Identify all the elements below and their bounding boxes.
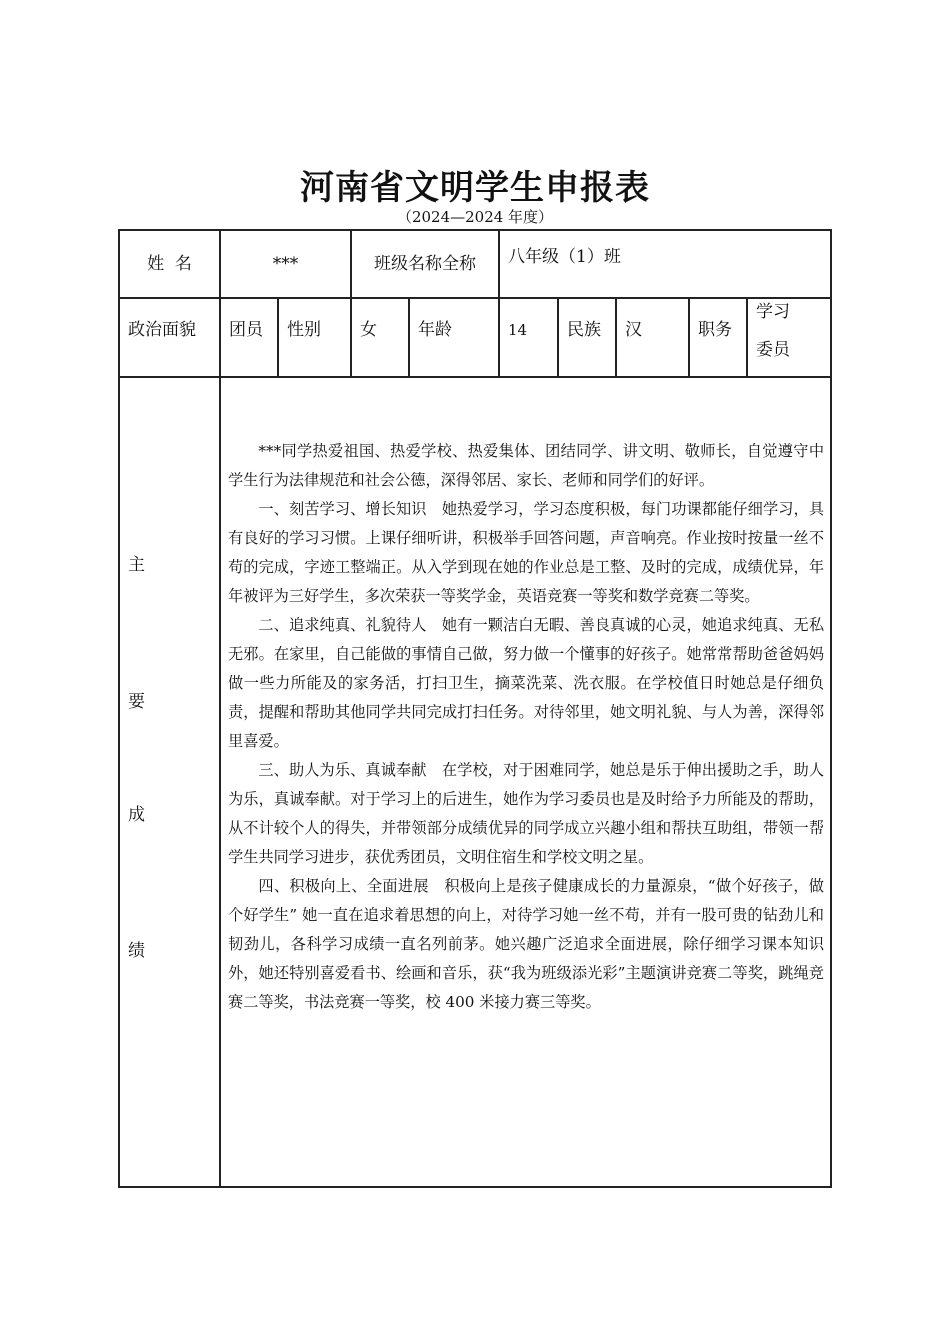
ethnicity-value: 汉 xyxy=(625,320,642,340)
achievements-paragraph: 三、助人为乐、真诚奉献 在学校，对于困难同学，她总是乐于伸出援助之手，助人为乐，真诚奉献。对于学习上的后进生，她作为学习委员也是及时给予力所能及的帮助，从不计较个人的得失，并带领部分成绩优异的同学成立兴趣小组和帮扶互助组，带领一帮学生共同学习进步，获优秀团员，文明住宿生和学校文明之星。 xyxy=(228,761,824,866)
achievements-body xyxy=(228,437,824,1017)
position-value xyxy=(756,299,830,375)
achievements-paragraph: 二、追求纯真、礼貌待人 她有一颗洁白无暇、善良真诚的心灵，她追求纯真、无私无邪。在家里，自己能做的事情自己做，努力做一个懂事的好孩子。她常常帮助爸爸妈妈做一些力所能及的家务活，打扫卫生，摘菜洗菜、洗衣服。在学校值日时她总是仔细负责，提醒和帮助其他同学共同完成打扫任务。对待邻里，她文明礼貌、与人为善，深得邻里喜爱。 xyxy=(228,616,824,750)
table-border-left xyxy=(118,229,120,1187)
gender-label: 性别 xyxy=(287,320,321,340)
position-value-line2: 委员 xyxy=(756,340,790,360)
age-value: 14 xyxy=(508,321,528,339)
achievements-label-char-3: 成 xyxy=(128,805,145,825)
position-label: 职务 xyxy=(698,320,732,340)
class-value: 八年级（1）班 xyxy=(508,247,621,267)
political-value: 团员 xyxy=(229,320,263,340)
position-value-line1: 学习 xyxy=(756,302,790,322)
ethnicity-label: 民族 xyxy=(567,320,601,340)
achievements-paragraph: ***同学热爱祖国、热爱学校、热爱集体、团结同学、讲文明、敬师长，自觉遵守中学生行为法律规范和社会公德，深得邻居、家长、老师和同学们的好评。 xyxy=(228,442,824,489)
achievements-paragraph: 一、刻苦学习、增长知识 她热爱学习，学习态度积极，每门功课都能仔细学习，具有良好的学习习惯。上课仔细听讲，积极举手回答问题，声音响亮。作业按时按量一丝不苟的完成，字迹工整端正。从入学到现在她的作业总是工整、及时的完成，成绩优异，年年被评为三好学生，多次荣获一等奖学金，英语竞赛一等奖和数学竞赛二等奖。 xyxy=(228,500,824,605)
table-border-right xyxy=(830,229,832,1187)
table-border-bottom xyxy=(118,1186,832,1188)
name-value: *** xyxy=(272,254,299,274)
year-range: （2024—2024 年度） xyxy=(396,208,554,226)
achievements-label-char-1: 主 xyxy=(128,555,145,575)
achievements-paragraph: 四、积极向上、全面进展 积极向上是孩子健康成长的力量源泉，“做个好孩子，做个好学生” 她一直在追求着思想的向上，对待学习她一丝不苟，并有一股可贵的钻劲儿和韧劲儿，各科学习成绩一直名列前茅。她兴趣广泛追求全面进展，除仔细学习课本知识外，她还特别喜爱看书、绘画和音乐，获“我为班级添光彩”主题演讲竞赛二等奖，跳绳竞赛二等奖，书法竞赛一等奖，校 400 米接力赛三等奖。 xyxy=(228,877,824,1011)
gender-value: 女 xyxy=(360,320,377,340)
name-label: 姓 名 xyxy=(147,254,192,274)
table-divider-label-col xyxy=(219,229,221,1187)
form-title: 河南省文明学生申报表 xyxy=(300,168,650,208)
table-border-row2 xyxy=(118,376,832,378)
achievements-label-char-4: 绩 xyxy=(128,941,145,961)
age-label: 年龄 xyxy=(418,320,452,340)
class-label: 班级名称全称 xyxy=(374,254,476,274)
table-divider-r2-f xyxy=(746,297,748,377)
political-label: 政治面貌 xyxy=(128,320,196,340)
achievements-label-char-2: 要 xyxy=(128,692,145,712)
